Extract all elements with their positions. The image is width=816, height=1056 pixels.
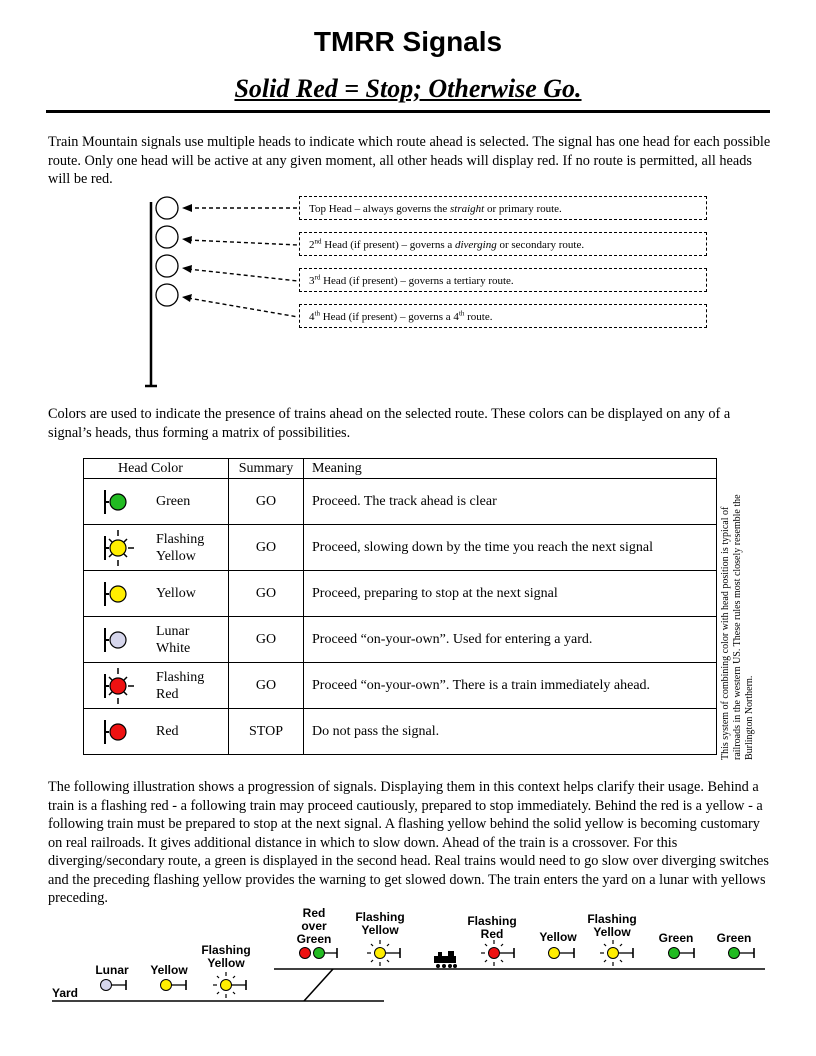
callout-text: Head (if present) – governs a xyxy=(321,239,455,251)
signal-head-1 xyxy=(156,197,178,219)
flashing-yellow-signal-icon xyxy=(367,940,400,966)
table-row xyxy=(84,617,717,663)
yellow-signal-icon xyxy=(98,574,138,614)
callout-text: Head (if present) – governs a 4 xyxy=(319,311,459,323)
green-signal-icon xyxy=(669,948,695,959)
flashing-yellow-signal-icon xyxy=(600,940,633,966)
green-label: Green xyxy=(658,931,694,945)
flashing-yellow-label xyxy=(350,911,410,937)
callout-text: Head (if present) – governs a tertiary route. xyxy=(320,275,514,287)
callout-third-head xyxy=(299,268,707,292)
yellow-signal-icon xyxy=(161,980,187,991)
label-line: Flashing xyxy=(355,910,405,924)
color-name-line: Red xyxy=(156,724,179,739)
callout-fourth-head xyxy=(299,304,707,328)
label-line: Flashing xyxy=(467,914,517,928)
label-line: Flashing xyxy=(587,912,637,926)
lunar-label: Lunar xyxy=(95,963,129,977)
table-row xyxy=(84,709,717,755)
label-line: Yellow xyxy=(361,923,399,937)
table-row xyxy=(84,479,717,525)
signal-head-2 xyxy=(156,226,178,248)
table-header-row xyxy=(84,459,717,479)
callout-top-head xyxy=(299,196,707,220)
table-row xyxy=(84,525,717,571)
red-over-green-label xyxy=(288,907,340,946)
label-line: Yellow xyxy=(207,956,245,970)
green-signal-icon xyxy=(98,482,138,522)
color-name xyxy=(156,623,190,657)
color-name xyxy=(156,531,204,565)
label-line: Flashing xyxy=(201,943,251,957)
column-header-head-color: Head Color xyxy=(84,459,229,479)
flashing-yellow-label xyxy=(196,944,256,970)
red-signal-icon xyxy=(98,712,138,752)
crossover-track xyxy=(304,969,333,1001)
flashing-yellow-label xyxy=(582,913,642,939)
summary-cell: GO xyxy=(229,479,304,525)
signal-mast-diagram xyxy=(140,192,300,392)
arrow-head-2 xyxy=(182,236,192,244)
arrow-head-1 xyxy=(182,204,192,212)
table-row xyxy=(84,571,717,617)
color-name-line: Lunar xyxy=(156,623,190,639)
callout-text: Top Head – always governs the xyxy=(309,203,450,215)
head-color-cell xyxy=(84,709,229,755)
head-color-cell xyxy=(84,525,229,571)
callout-ordinal: th xyxy=(314,309,320,318)
meaning-cell: Proceed, preparing to stop at the next signal xyxy=(304,571,717,617)
signal-head-4 xyxy=(156,284,178,306)
callout-ordinal: nd xyxy=(314,237,322,246)
summary-cell: STOP xyxy=(229,709,304,755)
color-name xyxy=(156,669,204,703)
title-divider xyxy=(46,110,770,113)
label-line: over xyxy=(301,919,327,933)
colors-intro-paragraph: Colors are used to indicate the presence of trains ahead on the selected route. These colors can be displayed on any of a signal’s heads, thus forming a matrix of possibilities. xyxy=(48,406,731,441)
callout-second-head xyxy=(299,232,707,256)
meaning-cell: Proceed “on-your-own”. Used for entering a yard. xyxy=(304,617,717,663)
label-line: Yellow xyxy=(593,925,631,939)
train-icon xyxy=(434,951,457,968)
callout-emphasis: straight xyxy=(449,203,485,215)
flashing-yellow-signal-icon xyxy=(213,972,246,998)
green-label: Green xyxy=(716,931,752,945)
signal-head-3 xyxy=(156,255,178,277)
page-subtitle: Solid Red = Stop; Otherwise Go. xyxy=(234,74,582,103)
column-header-meaning: Meaning xyxy=(304,459,717,479)
arrow-head-4 xyxy=(182,294,192,302)
label-line: Green xyxy=(296,932,332,946)
lunar-signal-icon xyxy=(101,980,127,991)
summary-cell: GO xyxy=(229,571,304,617)
arrow-line-3 xyxy=(188,269,298,281)
meaning-cell: Proceed “on-your-own”. There is a train immediately ahead. xyxy=(304,663,717,709)
color-name xyxy=(156,723,179,740)
label-line: Red xyxy=(302,906,326,920)
color-name xyxy=(156,493,190,510)
yellow-label: Yellow xyxy=(539,930,577,944)
progression-paragraph: The following illustration shows a progression of signals. Displaying them in this context helps clarify their usage. Behind a train is a flashing red - a following train may proceed cautiously, prepared to stop immediately. Behind the red is a yellow - a following train must be prepared to stop at the next signal. A flashing yellow behind the solid yellow is becoming customary on real railroads. It gives additional distance in which to slow down. Ahead of the train is a crossover. For this diverging/secondary route, a green is displayed in the second head. Real trains would need to go slow over diverging switches and the preceding flashing yellow provides the warning to get slowed down. The train enters the yard on a lunar with yellows preceding. xyxy=(48,779,769,906)
summary-cell: GO xyxy=(229,663,304,709)
color-name-line: White xyxy=(156,640,191,656)
color-name-line: Flashing xyxy=(156,669,205,685)
meaning-cell: Proceed. The track ahead is clear xyxy=(304,479,717,525)
head-color-cell xyxy=(84,617,229,663)
color-name-line: Yellow xyxy=(156,586,196,601)
signal-color-table xyxy=(83,458,717,755)
callout-emphasis: diverging xyxy=(454,239,497,251)
side-note: This system of combining color with head position is typical of railroads in the western US. These rules most closely resemble the Burlington Northern. xyxy=(720,494,755,760)
head-color-cell xyxy=(84,571,229,617)
page-title: TMRR Signals xyxy=(313,26,503,57)
intro-paragraph: Train Mountain signals use multiple heads to indicate which route ahead is selected. The signal has one head for each possible route. Only one head will be active at any given moment, all other heads will display red. If no route is permitted, all heads will be red. xyxy=(48,134,771,187)
head-color-cell xyxy=(84,479,229,525)
callout-text: or secondary route. xyxy=(496,239,585,251)
callout-number: 4 xyxy=(309,311,315,323)
yellow-signal-icon xyxy=(549,948,575,959)
yard-label: Yard xyxy=(52,986,79,1000)
summary-cell: GO xyxy=(229,525,304,571)
yellow-label: Yellow xyxy=(150,963,188,977)
flashing-red-signal-icon xyxy=(481,940,514,966)
color-name-line: Flashing xyxy=(156,531,205,547)
red-over-green-signal-icon xyxy=(300,948,338,959)
flashing-red-signal-icon xyxy=(98,666,138,706)
column-header-summary: Summary xyxy=(229,459,304,479)
color-name xyxy=(156,585,196,602)
lunar-white-signal-icon xyxy=(98,620,138,660)
callout-ordinal: th xyxy=(458,309,465,318)
color-name-line: Green xyxy=(156,494,191,509)
table-row xyxy=(84,663,717,709)
arrow-line-2 xyxy=(188,240,298,245)
green-signal-icon xyxy=(729,948,755,959)
color-name-line: Yellow xyxy=(156,548,196,564)
callout-number: 2 xyxy=(309,239,315,251)
flashing-yellow-signal-icon xyxy=(98,528,138,568)
flashing-red-label xyxy=(462,915,522,941)
label-line: Red xyxy=(480,927,504,941)
callout-text: or primary route. xyxy=(484,203,562,215)
callout-ordinal: rd xyxy=(314,273,321,282)
summary-cell: GO xyxy=(229,617,304,663)
color-name-line: Red xyxy=(156,686,179,702)
callout-text: route. xyxy=(464,311,493,323)
arrow-head-3 xyxy=(182,265,192,273)
head-color-cell xyxy=(84,663,229,709)
meaning-cell: Proceed, slowing down by the time you reach the next signal xyxy=(304,525,717,571)
callout-number: 3 xyxy=(309,275,315,287)
meaning-cell: Do not pass the signal. xyxy=(304,709,717,755)
arrow-line-4 xyxy=(188,298,298,317)
